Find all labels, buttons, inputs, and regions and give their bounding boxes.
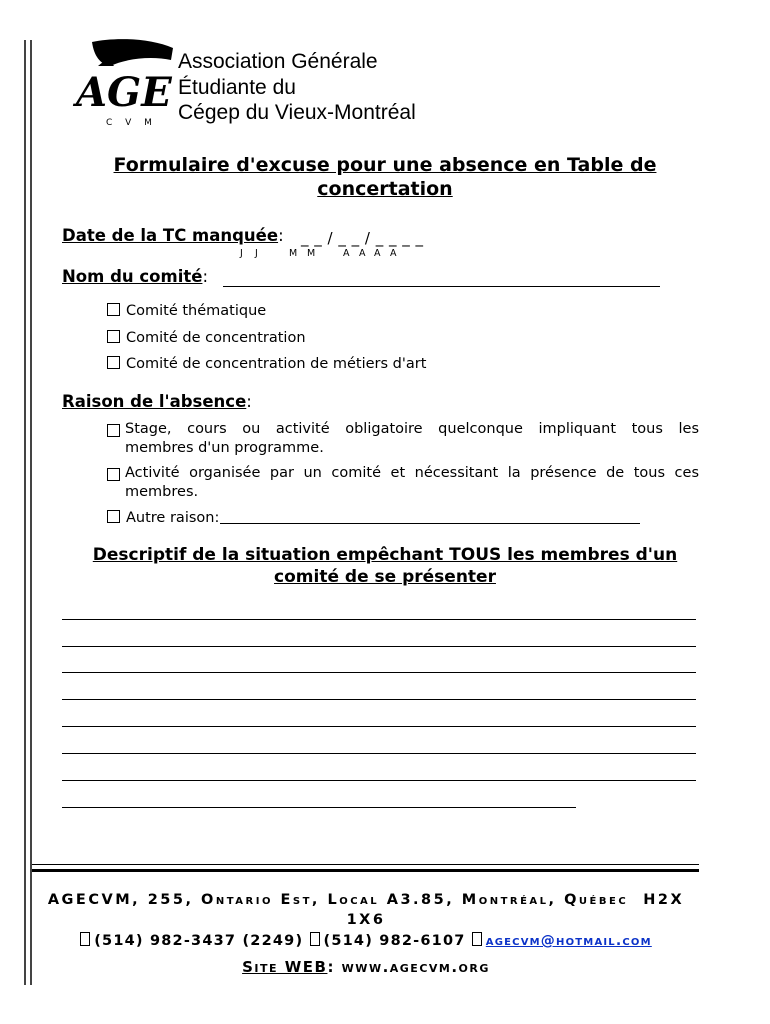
agecvm-logo — [70, 36, 180, 128]
writing-line[interactable] — [62, 672, 696, 673]
checkbox[interactable] — [107, 468, 120, 481]
date-label-row: Date de la TC manquée: — [62, 226, 284, 245]
writing-line[interactable] — [62, 780, 696, 781]
organization-name — [178, 49, 416, 126]
email-link[interactable]: agecvm@hotmail.com — [485, 933, 652, 949]
committee-option[interactable]: Comité de concentration de métiers d'art — [107, 355, 426, 374]
fax-icon — [310, 932, 320, 946]
checkbox[interactable] — [107, 330, 120, 343]
reason-label-row: Raison de l'absence: — [62, 392, 252, 411]
org-line: Étudiante du — [178, 75, 296, 99]
description-title: Descriptif de la situation empêchant TOUS les membres d'un comité de se présenter — [92, 545, 678, 587]
reason-option[interactable]: Stage, cours ou activité obligatoire quelconque impliquant tous les membres d'un programme. — [107, 420, 699, 458]
writing-line[interactable] — [62, 753, 696, 754]
other-reason-field[interactable] — [220, 523, 640, 524]
checkbox[interactable] — [107, 424, 120, 437]
writing-line[interactable] — [62, 619, 696, 620]
footer-website: Site WEB: www.agecvm.org — [242, 958, 490, 976]
writing-line[interactable] — [62, 699, 696, 700]
footer-contact: (514) 982-3437 (2249) (514) 982-6107 agecvm@hotmail.com — [30, 932, 702, 949]
date-format-hint: J J M M A A A A — [240, 248, 399, 259]
date-input-field[interactable]: _ _ / _ _ / _ _ _ _ — [301, 229, 424, 247]
writing-line[interactable] — [62, 726, 696, 727]
org-line: Association Générale — [178, 50, 378, 73]
form-title: Formulaire d'excuse pour une absence en Table de concertation — [113, 154, 657, 200]
footer-divider — [32, 864, 699, 865]
left-margin-rule-inner — [30, 40, 32, 985]
committee-option[interactable]: Comité thématique — [107, 302, 266, 321]
reason-label: Raison de l'absence — [62, 392, 247, 411]
reason-option-other[interactable]: Autre raison: — [107, 509, 640, 528]
checkbox[interactable] — [107, 303, 120, 316]
committee-label-row: Nom du comité: — [62, 267, 208, 286]
footer-address: AGECVM, 255, Ontario Est, Local A3.85, Montréal, Québec H2X 1X6 — [47, 892, 685, 928]
left-margin-rule — [24, 40, 26, 985]
website-link[interactable]: www.agecvm.org — [341, 958, 490, 976]
committee-label: Nom du comité — [62, 267, 203, 286]
logo-subtext: C V M — [106, 118, 157, 128]
logo-text: AGE — [76, 69, 172, 116]
checkbox[interactable] — [107, 510, 120, 523]
committee-name-field[interactable] — [223, 286, 660, 287]
footer-divider-thick — [32, 869, 699, 872]
checkbox[interactable] — [107, 356, 120, 369]
writing-line[interactable] — [62, 646, 696, 647]
email-icon — [472, 932, 482, 946]
phone-icon — [80, 932, 90, 946]
committee-option[interactable]: Comité de concentration — [107, 329, 306, 348]
reason-option[interactable]: Activité organisée par un comité et nécessitant la présence de tous ces membres. — [107, 464, 699, 502]
writing-line[interactable] — [62, 807, 576, 808]
org-line: Cégep du Vieux-Montréal — [178, 101, 416, 124]
date-label: Date de la TC manquée — [62, 226, 279, 245]
